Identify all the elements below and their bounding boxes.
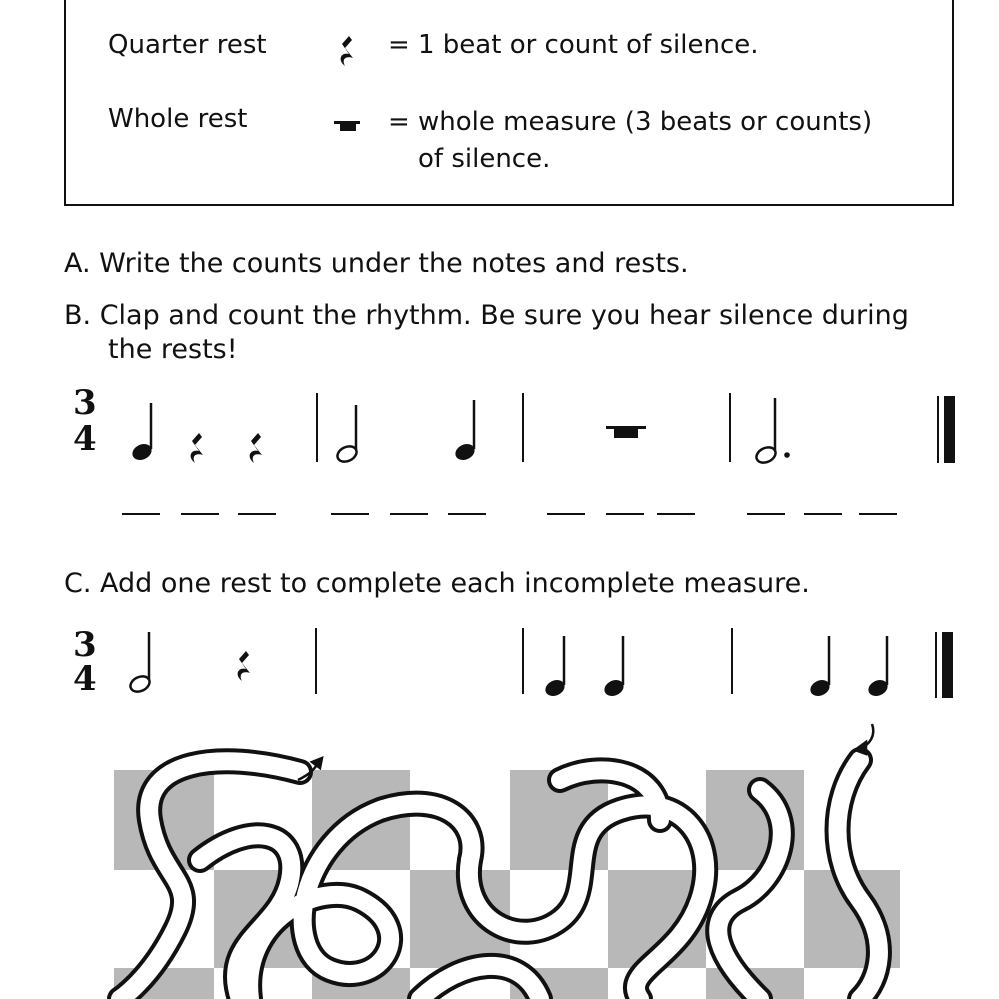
dotted-half-note [754, 398, 790, 466]
quarter-note [543, 636, 567, 699]
whole-rest-meaning-line1: whole measure (3 beats or counts) [418, 107, 873, 137]
quarter-note [808, 636, 832, 699]
equals-sign-2: = [388, 107, 410, 137]
instruction-b-line2: the rests! [108, 334, 238, 365]
quarter-rest-icon [238, 643, 250, 681]
time-signature-b-bottom: 4 [73, 419, 97, 459]
quarter-note [602, 636, 626, 699]
instruction-c: C. Add one rest to complete each incomplete measure. [64, 568, 810, 599]
time-signature-c-top: 3 [73, 625, 97, 665]
quarter-note [866, 636, 890, 699]
half-note [335, 405, 359, 465]
equals-sign-1: = [388, 30, 410, 60]
instruction-b-line1: B. Clap and count the rhythm. Be sure you hear silence during [64, 300, 909, 331]
final-barline [938, 396, 955, 463]
whole-rest-icon [606, 426, 646, 438]
time-signature-c-bottom: 4 [73, 659, 97, 699]
half-note [128, 632, 152, 695]
whole-rest-meaning-line2: of silence. [418, 144, 551, 174]
quarter-rest-term: Quarter rest [108, 30, 267, 60]
time-signature-b-top: 3 [73, 383, 97, 423]
quarter-rest-icon [250, 425, 262, 463]
whole-rest-term: Whole rest [108, 104, 248, 134]
quarter-note [130, 403, 154, 463]
maze-arrow-icon [855, 724, 873, 754]
quarter-note [453, 400, 477, 463]
maze-illustration [114, 724, 900, 999]
quarter-rest-meaning: 1 beat or count of silence. [418, 30, 759, 60]
final-barline [936, 632, 953, 698]
quarter-rest-icon [191, 425, 203, 463]
instruction-a: A. Write the counts under the notes and rests. [64, 248, 689, 279]
